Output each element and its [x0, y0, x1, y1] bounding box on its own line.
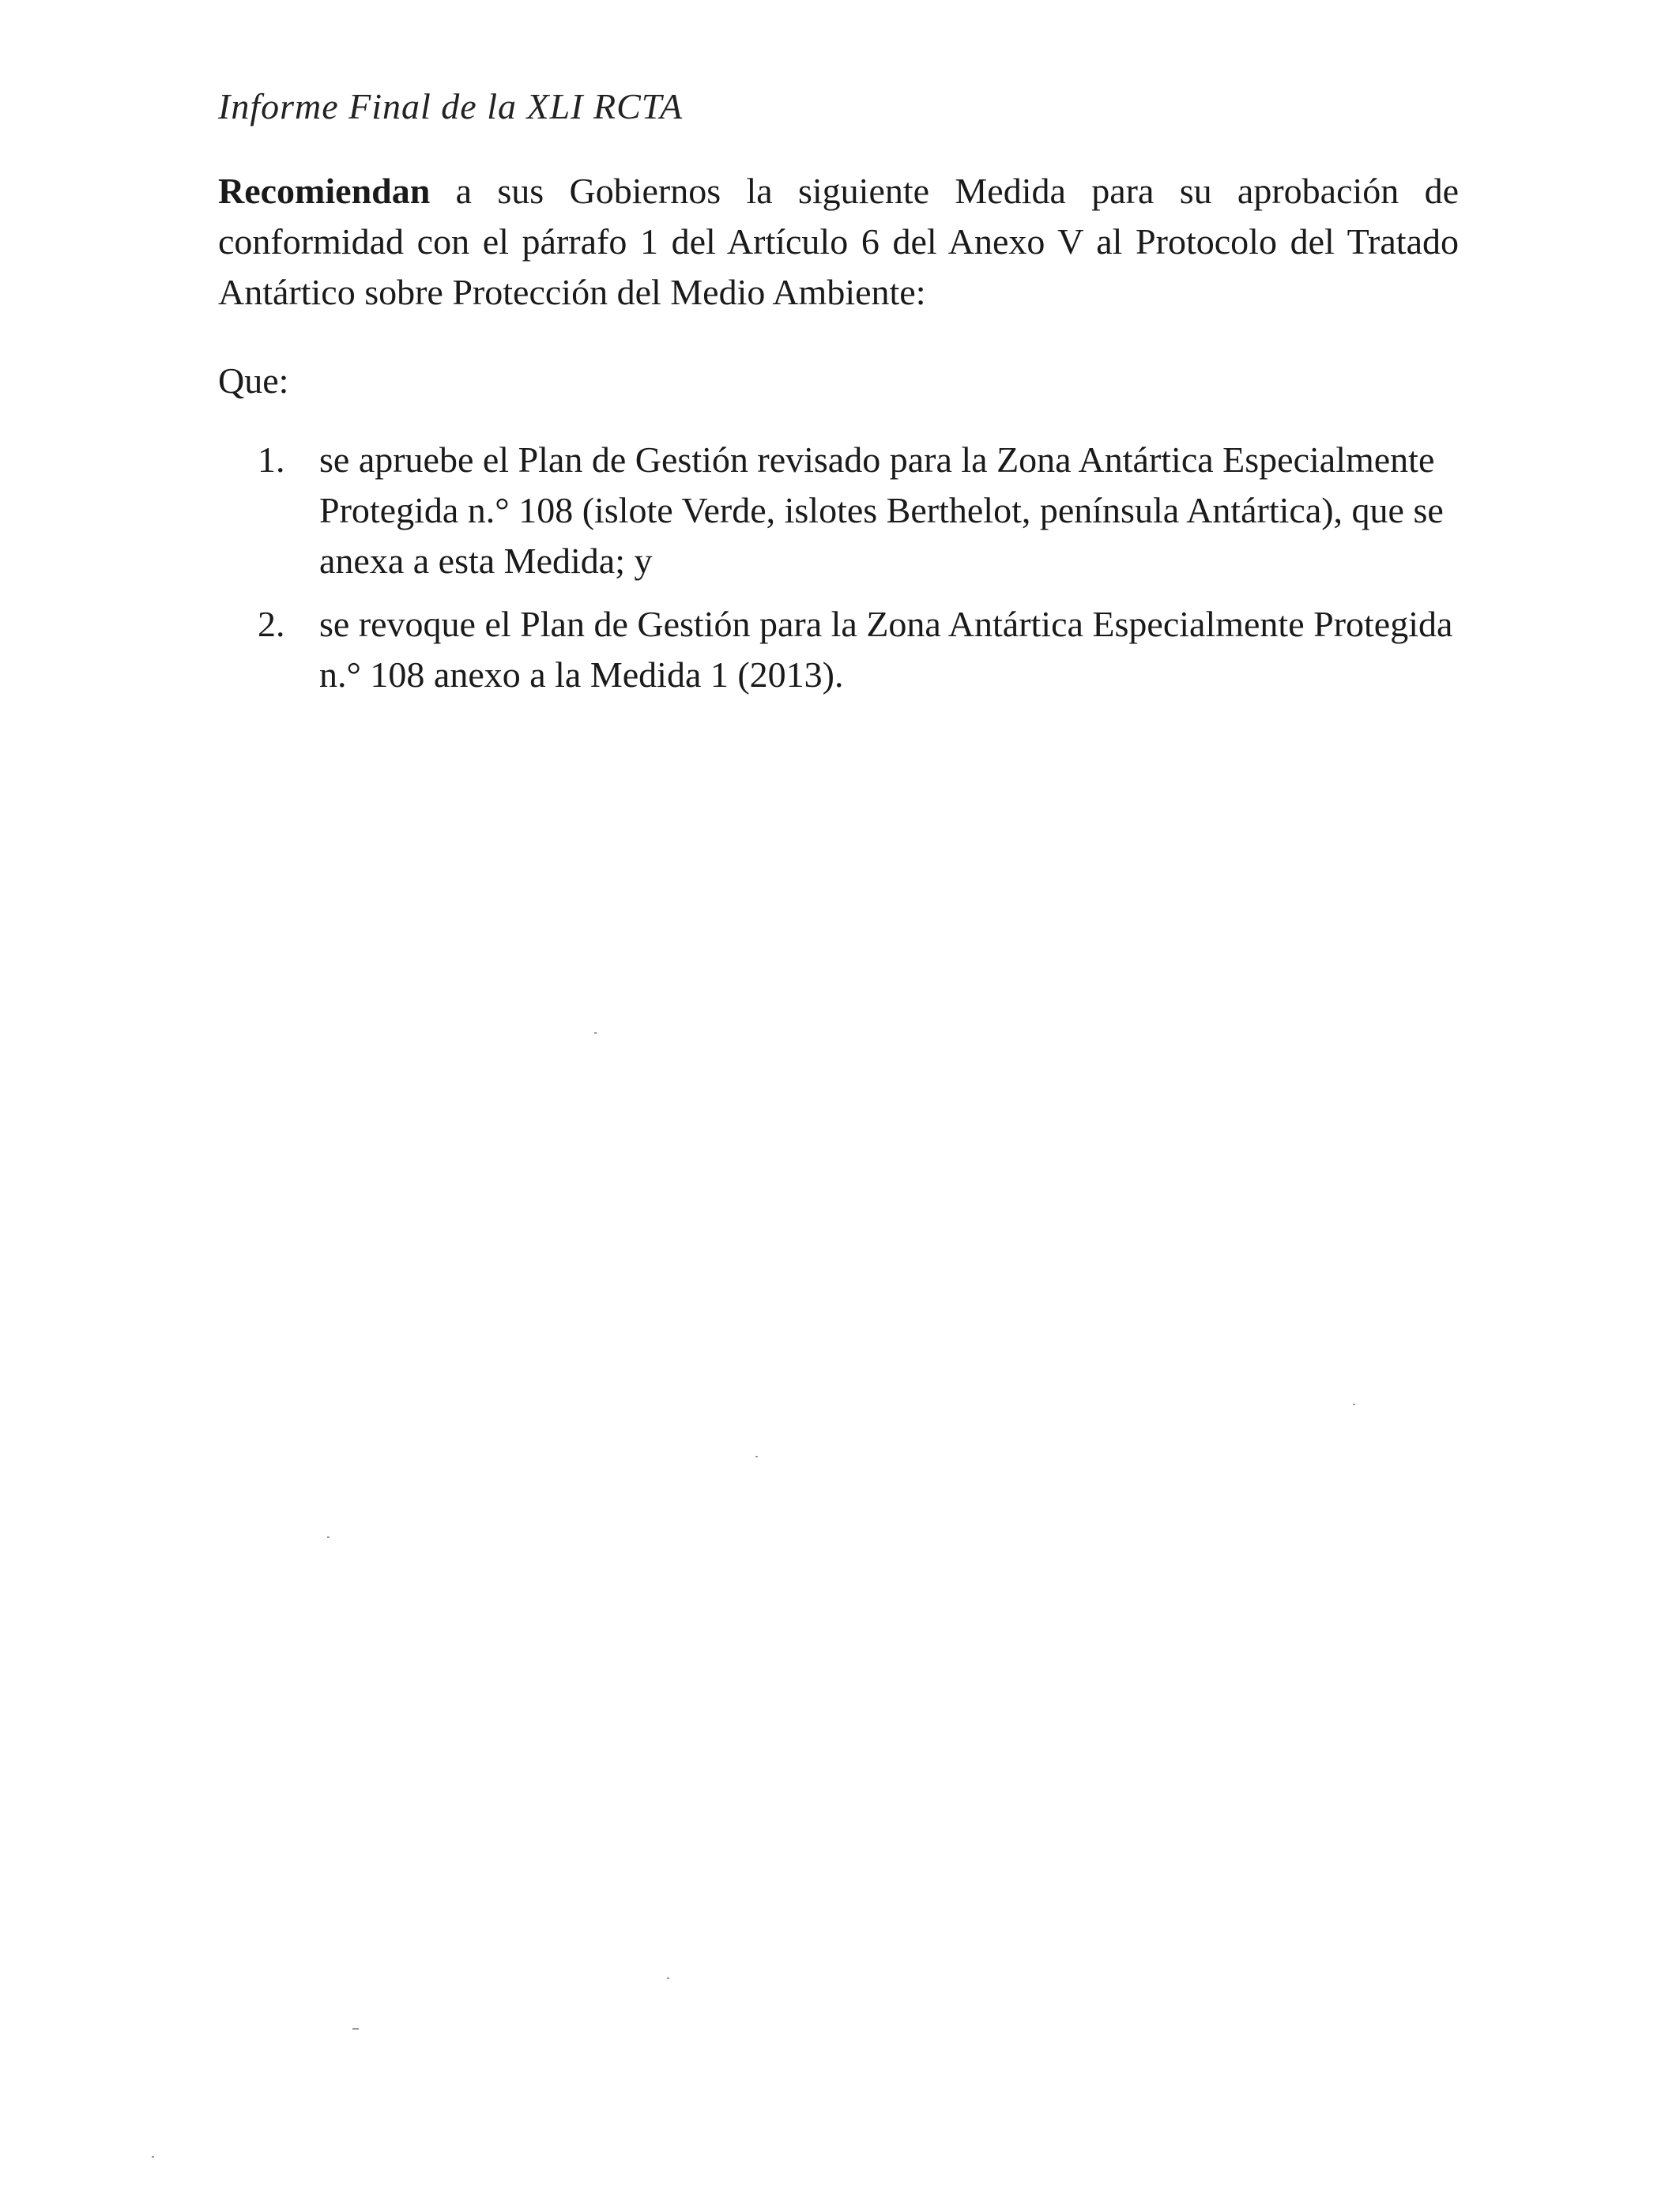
scan-speck	[352, 2028, 359, 2030]
list-item-number: 2.	[258, 604, 285, 644]
list-item-number: 1.	[258, 439, 285, 480]
scan-speck	[667, 1977, 669, 1979]
intro-paragraph	[218, 166, 1459, 318]
scan-speck	[755, 1456, 758, 1457]
running-header: Informe Final de la XLI RCTA	[218, 86, 684, 126]
list-item	[218, 599, 1459, 700]
intro-lead-word: Recomiendan	[218, 171, 431, 211]
scan-speck	[152, 2156, 154, 2158]
que-label: Que:	[218, 360, 289, 401]
list-item-text: se apruebe el Plan de Gestión revisado para la Zona Antártica Especialmente Protegida n.° 108 (islote Verde, islotes Berthelot, península Antártica), que se anexa a esta Medida; y	[319, 439, 1444, 581]
list-item	[218, 435, 1459, 586]
list-item-text: se revoque el Plan de Gestión para la Zona Antártica Especialmente Protegida n.° 108 anexo a la Medida 1 (2013).	[319, 604, 1453, 695]
scan-speck	[1353, 1404, 1355, 1405]
intro-text: a sus Gobiernos la siguiente Medida para su aprobación de conformidad con el párrafo 1 del Artículo 6 del Anexo V al Protocolo del Tratado Antártico sobre Protección del Medio Ambiente:	[218, 171, 1459, 312]
scan-speck	[594, 1032, 597, 1034]
scan-speck	[327, 1536, 330, 1538]
measure-list	[218, 435, 1459, 713]
